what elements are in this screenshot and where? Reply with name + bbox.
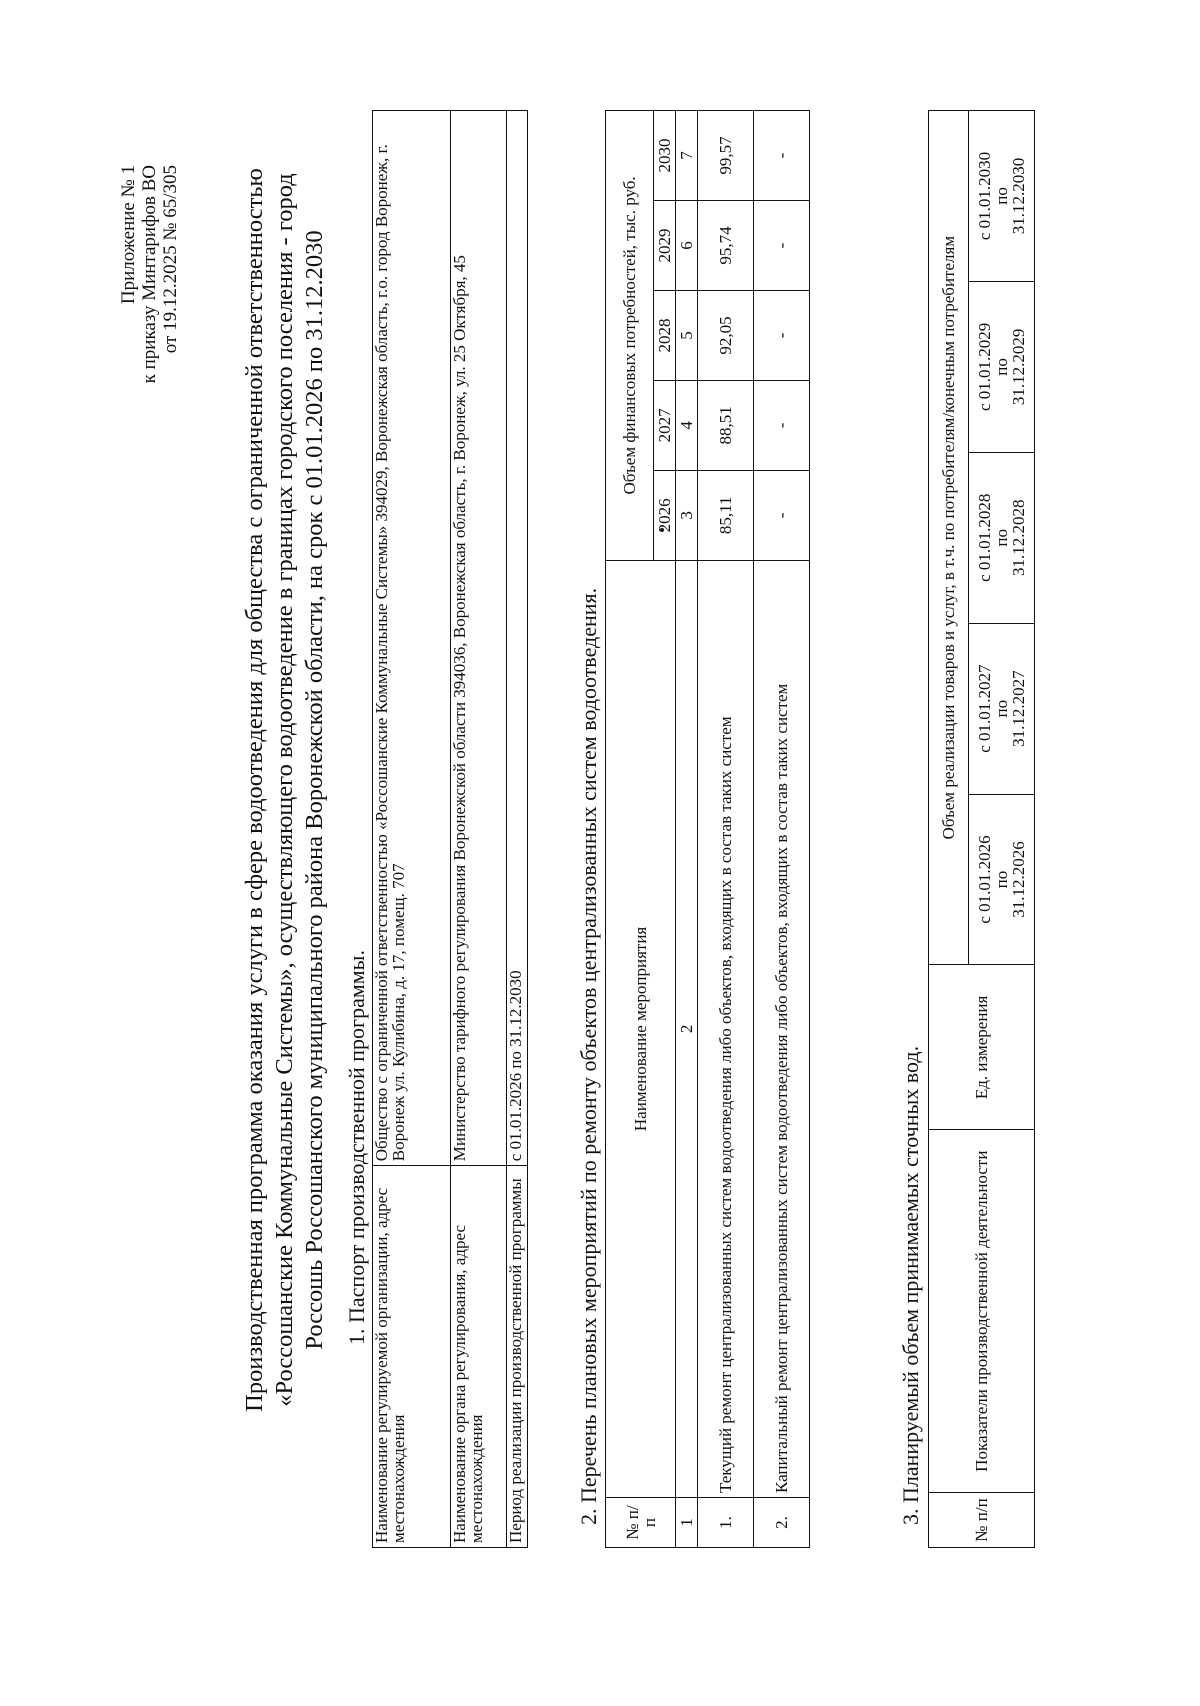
header-volume: Объем финансовых потребностей, тыс. руб.	[606, 111, 654, 561]
repairs-table	[605, 110, 810, 1548]
period-to: 31.12.2029	[1009, 328, 1028, 406]
header-year: 2030	[654, 111, 676, 201]
column-numbers-row	[676, 111, 698, 1548]
row-num: 1.	[698, 1498, 754, 1548]
section2-title: 2. Перечень плановых мероприятий по ремонту объектов централизованных систем водоотведения.	[576, 587, 601, 1525]
passport-value: Министерство тарифного регулирования Воронежской области 394036, Воронежская область, г. Воронеж, ул. 25 Октября, 45	[451, 111, 507, 1166]
column-number: 5	[676, 290, 698, 380]
column-number: 4	[676, 380, 698, 470]
appendix-line-2: к приказу Минтарифов ВО	[139, 165, 160, 384]
period-from: с 01.01.2028	[975, 493, 994, 582]
table-row	[754, 111, 810, 1548]
period-mid: по	[992, 870, 1011, 889]
passport-row	[373, 111, 451, 1548]
header-year: 2029	[654, 201, 676, 291]
row-name: Текущий ремонт централизованных систем водоотведения либо объектов, входящих в состав таких систем	[698, 560, 754, 1497]
passport-row	[507, 111, 528, 1548]
period-to: 31.12.2027	[1009, 670, 1028, 747]
row-value: -	[754, 380, 810, 470]
header-unit: Ед. измерения	[929, 965, 1035, 1130]
period-from: с 01.01.2027	[975, 664, 994, 753]
repairs-header-row	[606, 111, 654, 1548]
title-line-2: «Россошанские Коммунальные Системы», осуществляющего водоотведение в границах городского поселения - город	[271, 173, 298, 1407]
row-value: 88,51	[698, 380, 754, 470]
header-year: 2026	[654, 470, 676, 560]
row-value: -	[754, 290, 810, 380]
row-value: -	[754, 470, 810, 560]
period-cell	[969, 794, 1035, 965]
period-to: 31.12.2026	[1009, 841, 1028, 918]
passport-label: Период реализации производственной программы	[507, 1166, 528, 1548]
title-line-3: Россошь Россошанского муниципального района Воронежской области, на срок с 01.01.2026 по 31.12.2030	[301, 230, 328, 1350]
header-volume: Объем реализации товаров и услуг, в т.ч. по потребителям/конечным потребителям	[929, 111, 969, 965]
period-cell	[969, 111, 1035, 282]
period-mid: по	[992, 187, 1011, 205]
column-number: 7	[676, 111, 698, 201]
passport-row	[451, 111, 507, 1548]
period-cell	[969, 452, 1035, 623]
period-mid: по	[992, 528, 1011, 547]
row-value: -	[754, 111, 810, 201]
period-cell	[969, 281, 1035, 452]
row-value: 95,74	[698, 201, 754, 291]
column-number: 2	[676, 560, 698, 1497]
header-year: 2028	[654, 290, 676, 380]
column-number: 3	[676, 470, 698, 560]
row-name: Капитальный ремонт централизованных систем водоотведения либо объектов, входящих в состав таких систем	[754, 560, 810, 1497]
section3-title: 3. Планируемый объем принимаемых сточных вод.	[898, 1045, 923, 1525]
passport-value: Общество с ограниченной ответственностью «Россошанские Коммунальные Системы» 394029, Воронежская область, г.о. город Воронеж, г. Воронеж ул. Кулибина, д. 17, помещ. 707	[373, 111, 451, 1166]
appendix-line-3: от 19.12.2025 № 65/305	[160, 165, 181, 354]
period-to: 31.12.2030	[1009, 157, 1028, 235]
title-line-1: Производственная программа оказания услуги в сфере водоотведения для общества с ограниченной ответственностью	[241, 168, 268, 1412]
row-value: -	[754, 201, 810, 291]
column-number: 6	[676, 201, 698, 291]
column-number: 1	[676, 1498, 698, 1548]
row-value: 85,11	[698, 470, 754, 560]
header-name: Наименование мероприятия	[606, 560, 676, 1497]
appendix-line-1: Приложение № 1	[118, 165, 139, 305]
period-from: с 01.01.2030	[975, 151, 994, 241]
period-cell	[969, 623, 1035, 794]
passport-label: Наименование органа регулирования, адрес местонахождения	[451, 1166, 507, 1548]
row-value: 99,57	[698, 111, 754, 201]
row-value: 92,05	[698, 290, 754, 380]
period-mid: по	[992, 699, 1011, 718]
period-to: 31.12.2028	[1009, 499, 1028, 577]
volume-table	[928, 110, 1035, 1548]
section1-title: 1. Паспорт производственной программы.	[344, 950, 369, 1345]
appendix-header	[118, 165, 181, 485]
period-from: с 01.01.2029	[975, 322, 994, 412]
header-num: № п/п	[929, 1493, 1035, 1548]
period-mid: по	[992, 358, 1011, 376]
passport-value: с 01.01.2026 по 31.12.2030	[507, 111, 528, 1166]
row-num: 2.	[754, 1498, 810, 1548]
header-year: 2027	[654, 380, 676, 470]
header-indicator: Показатели производственной деятельности	[929, 1130, 1035, 1493]
period-from: с 01.01.2026	[975, 835, 994, 924]
passport-label: Наименование регулируемой организации, адрес местонахождения	[373, 1166, 451, 1548]
header-num: № п/п	[606, 1498, 676, 1548]
passport-table	[372, 110, 528, 1548]
volume-header-row	[929, 111, 969, 1548]
table-row	[698, 111, 754, 1548]
document-title	[240, 70, 330, 1510]
